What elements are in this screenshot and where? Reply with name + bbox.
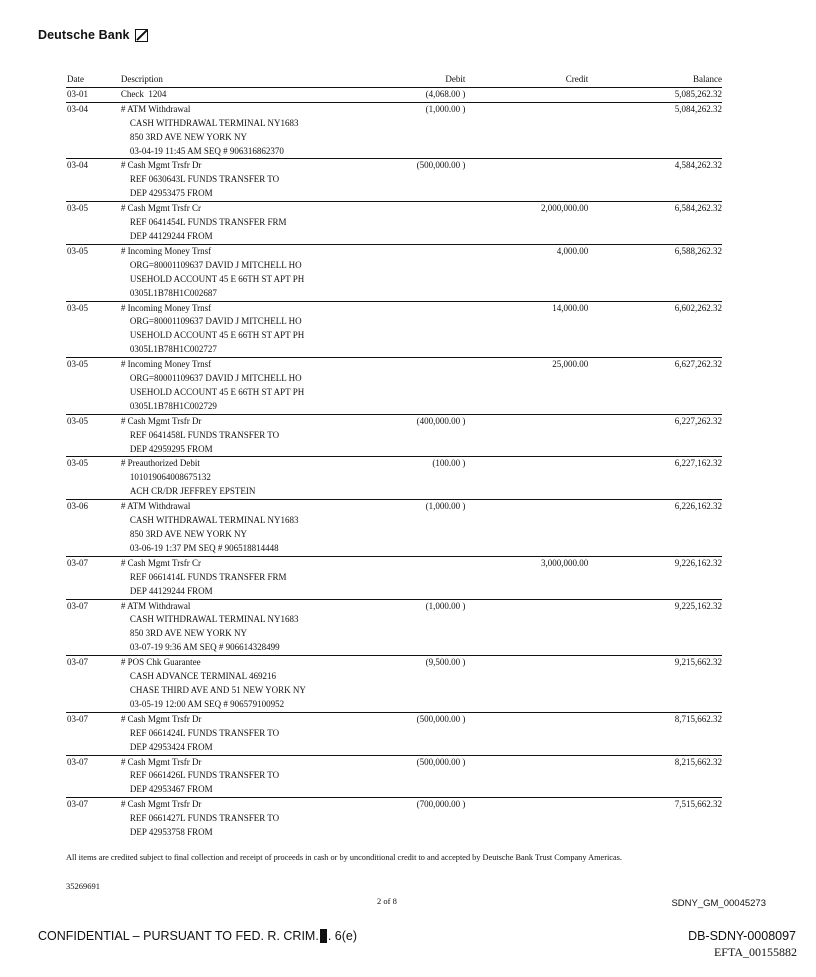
row-description xyxy=(121,713,371,755)
description-line: Check 1204 xyxy=(120,88,167,99)
row-debit xyxy=(371,245,467,301)
row-date: 03-07 xyxy=(67,713,88,724)
row-credit: 25,000.00 xyxy=(552,359,589,370)
description-line: # Incoming Money Trnsf xyxy=(120,245,212,256)
description-line: ORG=80001109637 DAVID J MITCHELL HO xyxy=(129,316,302,327)
row-credit xyxy=(466,415,588,457)
row-date: 03-05 xyxy=(67,245,88,256)
row-credit xyxy=(466,756,588,798)
bank-logo xyxy=(38,28,148,42)
row-balance: 6,627,262.32 xyxy=(674,359,723,370)
row-date: 03-07 xyxy=(67,600,88,611)
account-number: 35269691 xyxy=(66,881,100,891)
row-credit: 2,000,000.00 xyxy=(540,203,589,214)
row-debit: (1,000.00 ) xyxy=(425,501,466,512)
description-line: DEP 42953467 FROM xyxy=(129,784,213,795)
bates-number-bottom: DB-SDNY-0008097 xyxy=(688,929,796,943)
description-line: ACH CR/DR JEFFREY EPSTEIN xyxy=(129,486,256,497)
table-row xyxy=(66,88,722,103)
table-row xyxy=(66,159,722,202)
description-line: 03-06-19 1:37 PM SEQ # 906518814448 xyxy=(129,542,279,553)
description-line: 850 3RD AVE NEW YORK NY xyxy=(129,131,248,142)
row-description xyxy=(121,88,371,102)
row-credit xyxy=(466,798,588,840)
row-date: 03-07 xyxy=(67,799,88,810)
row-description xyxy=(121,756,371,798)
description-line: DEP 42959295 FROM xyxy=(129,443,213,454)
row-balance: 6,602,262.32 xyxy=(674,302,723,313)
table-row xyxy=(66,415,722,458)
description-line: CASH WITHDRAWAL TERMINAL NY1683 xyxy=(129,614,299,625)
description-line: CHASE THIRD AVE AND 51 NEW YORK NY xyxy=(129,684,306,695)
description-line: USEHOLD ACCOUNT 45 E 66TH ST APT PH xyxy=(129,330,305,341)
row-date: 03-06 xyxy=(67,501,88,512)
description-line: CASH WITHDRAWAL TERMINAL NY1683 xyxy=(129,515,299,526)
row-credit xyxy=(466,500,588,556)
row-balance: 5,084,262.32 xyxy=(674,103,723,114)
row-description xyxy=(121,202,371,244)
description-line: ORG=80001109637 DAVID J MITCHELL HO xyxy=(129,259,302,270)
header-debit: Debit xyxy=(445,74,466,84)
description-line: 03-04-19 11:45 AM SEQ # 906316862370 xyxy=(129,145,284,156)
row-debit: (4,068.00 ) xyxy=(425,88,466,99)
description-line: # Cash Mgmt Trsfr Dr xyxy=(120,756,202,767)
table-row xyxy=(66,500,722,557)
row-credit xyxy=(466,103,588,159)
redaction-box xyxy=(320,929,327,943)
table-row xyxy=(66,103,722,160)
row-description xyxy=(121,302,371,358)
description-line: 850 3RD AVE NEW YORK NY xyxy=(129,628,248,639)
description-line: REF 0661424L FUNDS TRANSFER TO xyxy=(129,727,280,738)
row-date: 03-05 xyxy=(67,458,88,469)
row-balance: 8,715,662.32 xyxy=(674,713,723,724)
description-line: 101019064008675132 xyxy=(129,472,211,483)
description-line: DEP 42953758 FROM xyxy=(129,827,213,838)
row-credit xyxy=(466,457,588,499)
row-balance: 6,584,262.32 xyxy=(674,203,723,214)
header-date: Date xyxy=(67,74,84,84)
row-balance: 9,226,162.32 xyxy=(674,557,723,568)
row-description xyxy=(121,358,371,414)
footnote: All items are credited subject to final collection and receipt of proceeds in cash or by unconditional credit to and accepted by Deutsche Bank Trust Company Americas. xyxy=(66,853,622,862)
description-line: USEHOLD ACCOUNT 45 E 66TH ST APT PH xyxy=(129,386,305,397)
table-row xyxy=(66,358,722,415)
row-description xyxy=(121,557,371,599)
description-line: # Cash Mgmt Trsfr Dr xyxy=(120,160,202,171)
header-description: Description xyxy=(120,74,163,84)
efta-id: EFTA_00155882 xyxy=(713,945,797,959)
table-body xyxy=(66,88,722,840)
description-line: DEP 42953424 FROM xyxy=(129,741,213,752)
table-row xyxy=(66,713,722,756)
bank-name: Deutsche Bank xyxy=(38,28,130,42)
row-description xyxy=(121,656,371,712)
description-line: # POS Chk Guarantee xyxy=(120,657,201,668)
row-description xyxy=(121,415,371,457)
table-row xyxy=(66,600,722,657)
header-credit: Credit xyxy=(565,74,589,84)
description-line: 03-05-19 12:00 AM SEQ # 906579100952 xyxy=(129,698,285,709)
bank-slash-logo-icon xyxy=(135,29,148,42)
row-credit: 14,000.00 xyxy=(552,302,589,313)
description-line: # Cash Mgmt Trsfr Dr xyxy=(120,713,202,724)
transaction-table xyxy=(66,73,722,840)
bates-number-top: SDNY_GM_00045273 xyxy=(671,898,766,909)
row-credit: 4,000.00 xyxy=(556,245,589,256)
description-line: USEHOLD ACCOUNT 45 E 66TH ST APT PH xyxy=(129,273,305,284)
description-line: 03-07-19 9:36 AM SEQ # 906614328499 xyxy=(129,642,280,653)
description-line: REF 0641458L FUNDS TRANSFER TO xyxy=(129,429,280,440)
row-description xyxy=(121,457,371,499)
row-debit xyxy=(371,557,467,599)
table-row xyxy=(66,202,722,245)
description-line: 850 3RD AVE NEW YORK NY xyxy=(129,529,248,539)
row-debit xyxy=(371,302,467,358)
row-balance: 6,227,262.32 xyxy=(674,415,723,426)
row-description xyxy=(121,245,371,301)
row-description xyxy=(121,103,371,159)
row-debit: (1,000.00 ) xyxy=(425,600,466,611)
row-date: 03-04 xyxy=(67,160,88,171)
row-balance: 6,227,162.32 xyxy=(674,458,723,469)
row-debit: (500,000.00 ) xyxy=(416,713,466,724)
description-line: # ATM Withdrawal xyxy=(120,103,191,114)
row-date: 03-04 xyxy=(67,103,88,114)
table-row xyxy=(66,656,722,713)
row-description xyxy=(121,500,371,556)
description-line: DEP 44129244 FROM xyxy=(129,585,213,596)
row-description xyxy=(121,600,371,656)
description-line: REF 0630643L FUNDS TRANSFER TO xyxy=(129,174,280,185)
description-line: # Incoming Money Trnsf xyxy=(120,359,212,370)
description-line: REF 0661427L FUNDS TRANSFER TO xyxy=(129,813,280,824)
row-debit: (100.00 ) xyxy=(432,458,466,469)
description-line: 0305L1B78H1C002729 xyxy=(129,400,217,411)
description-line: # Cash Mgmt Trsfr Dr xyxy=(120,415,202,426)
description-line: # Incoming Money Trnsf xyxy=(120,302,212,313)
row-debit: (400,000.00 ) xyxy=(416,415,466,426)
row-debit xyxy=(371,202,467,244)
row-credit xyxy=(466,88,588,102)
description-line: ORG=80001109637 DAVID J MITCHELL HO xyxy=(129,373,302,384)
description-line: REF 0641454L FUNDS TRANSFER FRM xyxy=(129,217,287,228)
description-line: # Cash Mgmt Trsfr Cr xyxy=(120,557,201,568)
row-description xyxy=(121,798,371,840)
description-line: REF 0661426L FUNDS TRANSFER TO xyxy=(129,770,280,781)
table-header xyxy=(66,73,722,88)
page-indicator: 2 of 8 xyxy=(377,896,397,906)
row-date: 03-05 xyxy=(67,302,88,313)
row-balance: 9,215,662.32 xyxy=(674,657,723,668)
table-row xyxy=(66,245,722,302)
row-debit: (700,000.00 ) xyxy=(416,799,466,810)
row-date: 03-07 xyxy=(67,657,88,668)
confidential-suffix: . 6(e) xyxy=(327,929,358,943)
description-line: # ATM Withdrawal xyxy=(120,501,191,512)
table-row xyxy=(66,756,722,799)
row-date: 03-07 xyxy=(67,557,88,568)
row-balance: 4,584,262.32 xyxy=(674,160,723,171)
header-balance: Balance xyxy=(693,74,723,84)
description-line: # Cash Mgmt Trsfr Cr xyxy=(120,203,201,214)
description-line: # Preauthorized Debit xyxy=(120,458,200,469)
row-debit xyxy=(371,358,467,414)
row-date: 03-07 xyxy=(67,756,88,767)
row-debit: (500,000.00 ) xyxy=(416,756,466,767)
description-line: CASH ADVANCE TERMINAL 469216 xyxy=(129,671,277,682)
description-line: DEP 42953475 FROM xyxy=(129,188,213,199)
row-balance: 6,226,162.32 xyxy=(674,501,723,512)
row-balance: 9,225,162.32 xyxy=(674,600,723,611)
row-balance: 5,085,262.32 xyxy=(674,88,723,99)
description-line: REF 0661414L FUNDS TRANSFER FRM xyxy=(129,571,287,582)
confidential-prefix: CONFIDENTIAL – PURSUANT TO FED. R. CRIM. xyxy=(38,929,319,943)
row-balance: 8,215,662.32 xyxy=(674,756,723,767)
row-debit: (500,000.00 ) xyxy=(416,160,466,171)
description-line: CASH WITHDRAWAL TERMINAL NY1683 xyxy=(129,117,299,128)
row-description xyxy=(121,159,371,201)
table-row xyxy=(66,557,722,600)
row-debit: (1,000.00 ) xyxy=(425,103,466,114)
row-date: 03-05 xyxy=(67,359,88,370)
row-date: 03-01 xyxy=(67,88,88,99)
row-balance: 6,588,262.32 xyxy=(674,245,723,256)
row-date: 03-05 xyxy=(67,415,88,426)
row-credit xyxy=(466,656,588,712)
description-line: # ATM Withdrawal xyxy=(120,600,191,611)
row-credit xyxy=(466,713,588,755)
description-line: 0305L1B78H1C002727 xyxy=(129,344,217,355)
row-debit: (9,500.00 ) xyxy=(425,657,466,668)
row-date: 03-05 xyxy=(67,203,88,214)
row-credit: 3,000,000.00 xyxy=(540,557,589,568)
description-line: # Cash Mgmt Trsfr Dr xyxy=(120,799,202,810)
row-balance: 7,515,662.32 xyxy=(674,799,723,810)
description-line: 0305L1B78H1C002687 xyxy=(129,287,217,298)
row-credit xyxy=(466,600,588,656)
confidential-notice xyxy=(38,929,357,943)
table-row xyxy=(66,302,722,359)
description-line: DEP 44129244 FROM xyxy=(129,230,213,241)
table-row xyxy=(66,798,722,840)
table-row xyxy=(66,457,722,500)
row-credit xyxy=(466,159,588,201)
